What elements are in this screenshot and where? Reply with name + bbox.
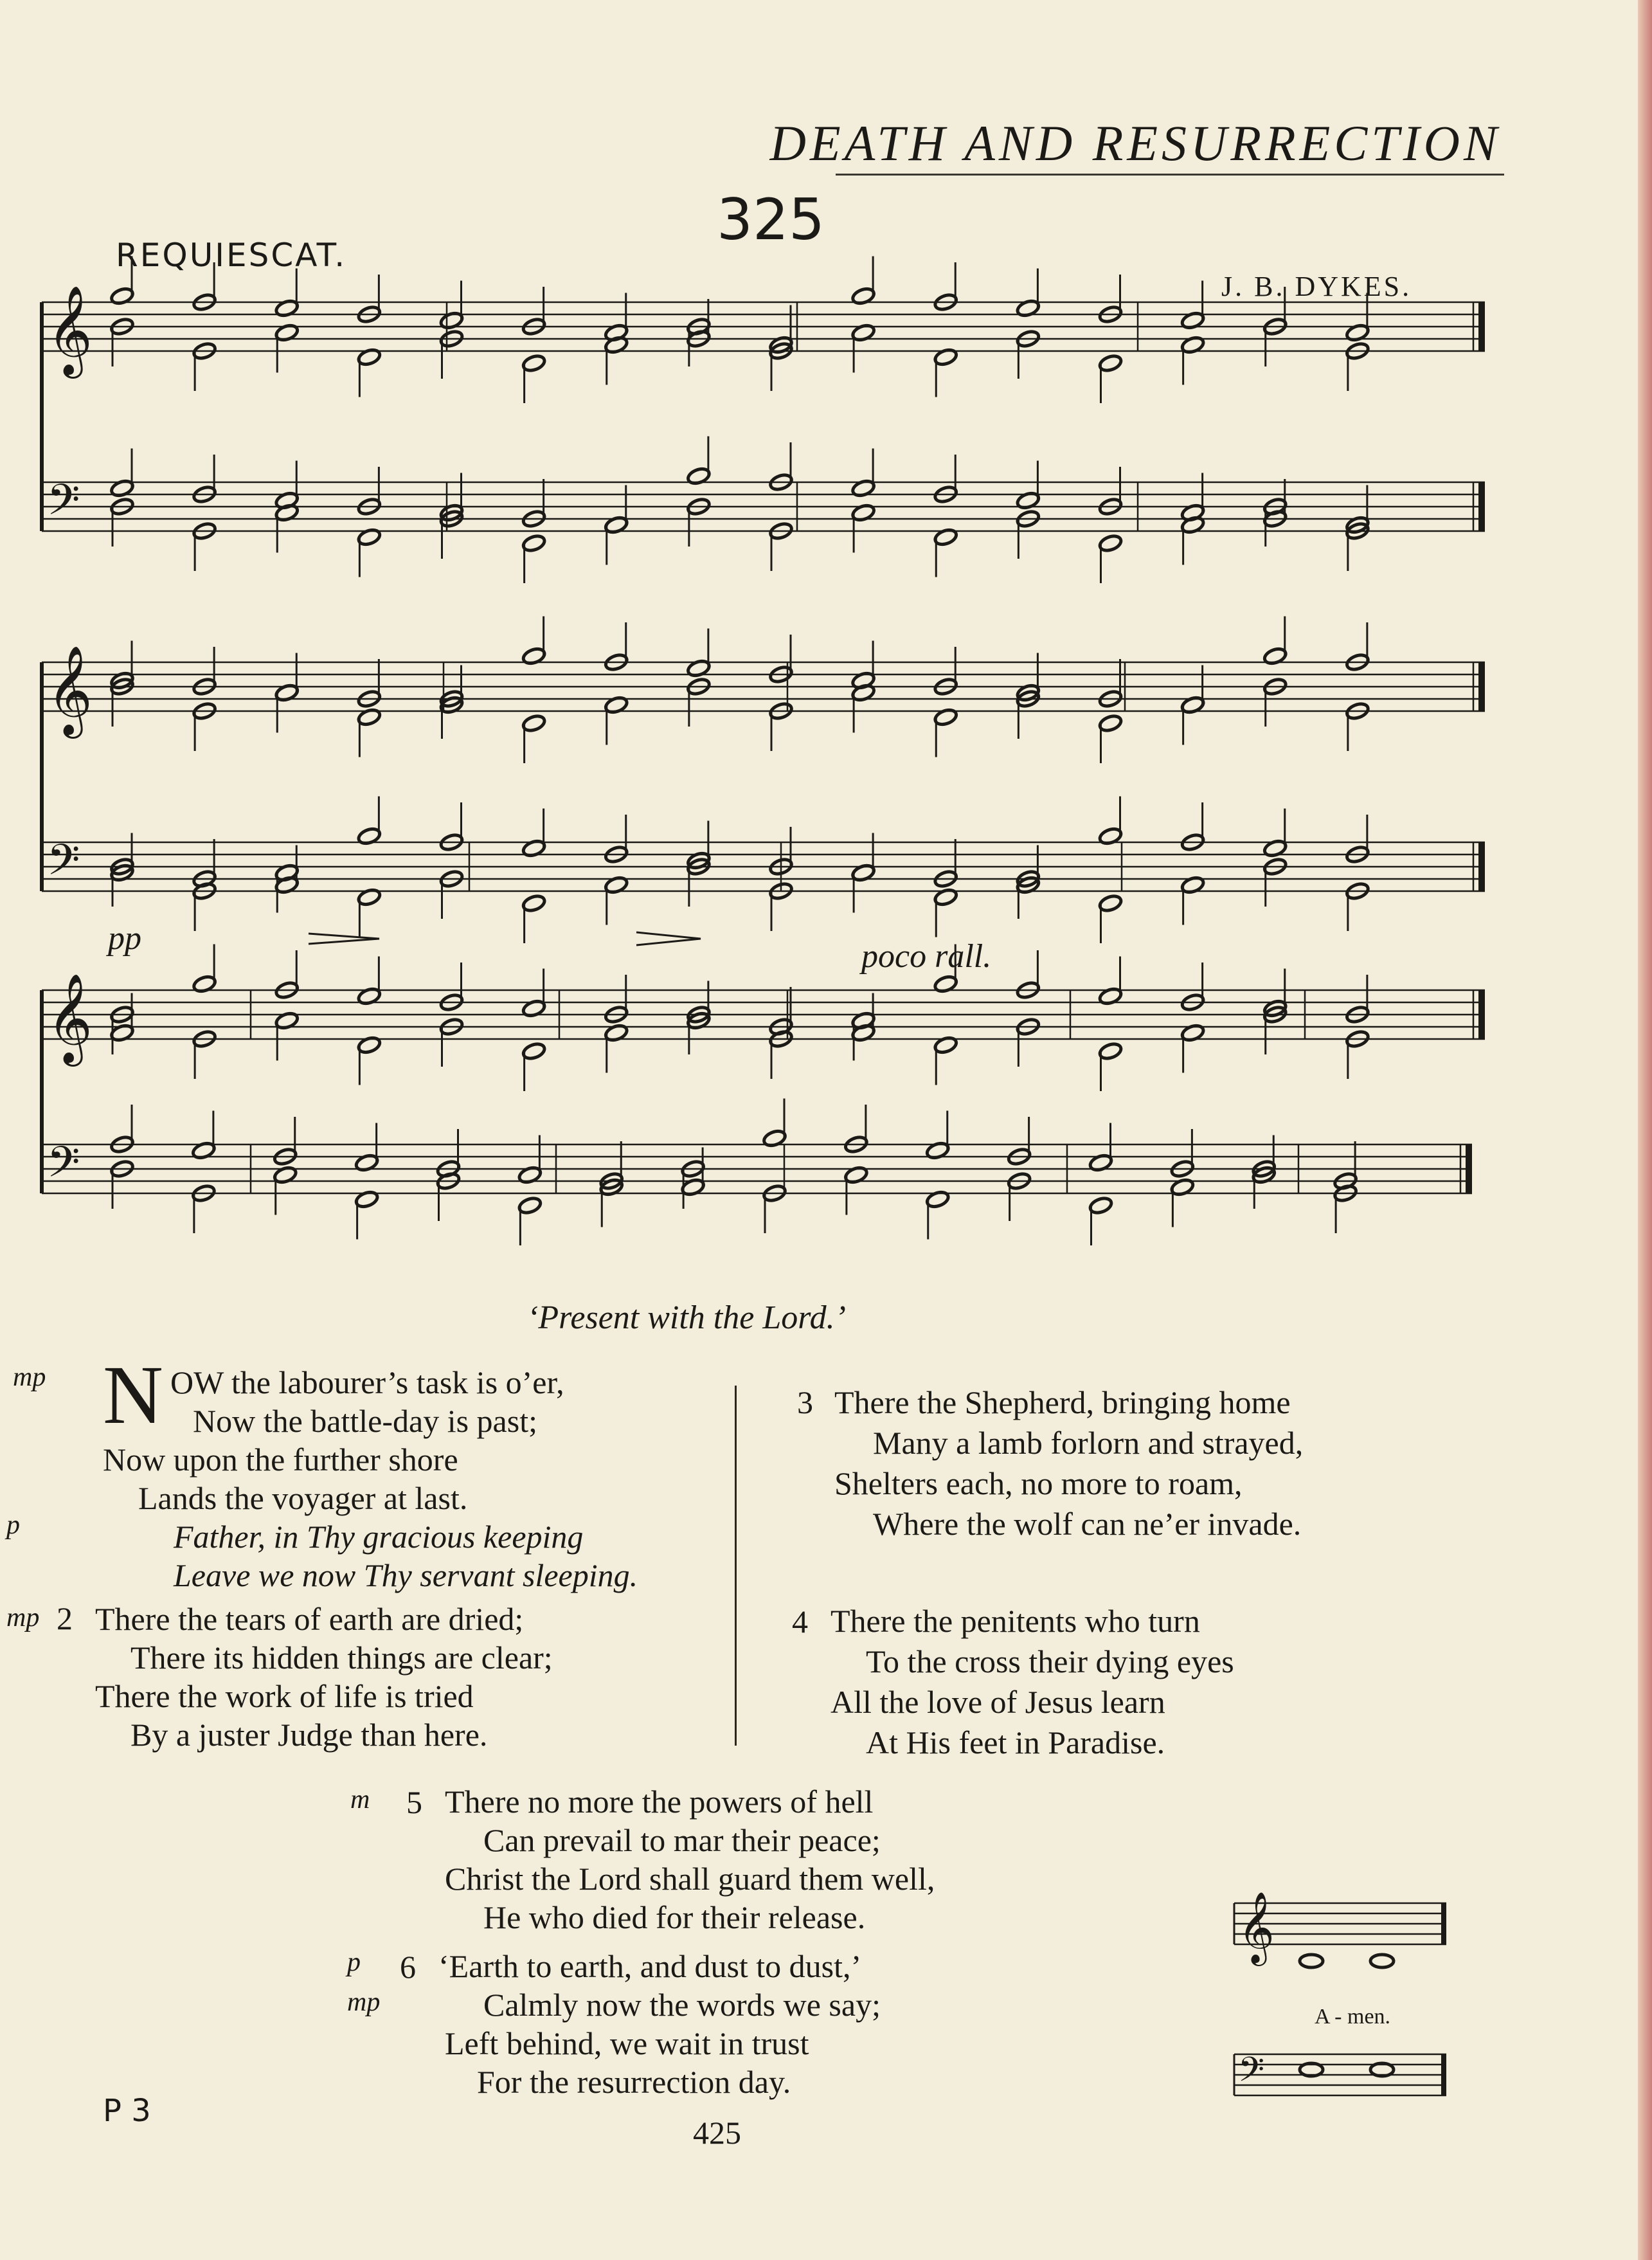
treble-clef-icon: 𝄞	[47, 973, 93, 1063]
composer: J. B. DYKES.	[1221, 271, 1412, 302]
verse-6	[438, 1947, 881, 2101]
verse-line: ‘Earth to earth, and dust to dust,’	[438, 1948, 862, 1984]
verse-line: There the work of life is tried	[95, 1678, 474, 1714]
verse-1-mark-mp: mp	[13, 1362, 46, 1392]
verse-line: Where the wolf can ne’er invade.	[873, 1506, 1302, 1542]
dynamic-poco-rall: poco rall.	[861, 938, 992, 975]
verse-6-mark-mp: mp	[347, 1987, 381, 2017]
verse-5-number: 5	[406, 1784, 422, 1820]
verse-line: There the Shepherd, bringing home	[834, 1384, 1291, 1420]
bass-clef-icon: 𝄢	[47, 835, 80, 895]
verse-line: There the penitents who turn	[830, 1603, 1200, 1639]
verse-line: Left behind, we wait in trust	[445, 2025, 809, 2061]
treble-clef-icon: 𝄞	[47, 646, 93, 735]
verse-line: Now the battle-day is past;	[193, 1403, 537, 1439]
section-title: DEATH AND RESURRECTION	[769, 115, 1501, 171]
final-bar-thick	[1478, 482, 1485, 531]
crescendo-hairpin	[309, 934, 379, 944]
page-number: 425	[693, 2115, 741, 2151]
verse-2-number: 2	[57, 1600, 73, 1636]
verse-line: Can prevail to mar their peace;	[483, 1822, 881, 1858]
verse-line: At His feet in Paradise.	[866, 1724, 1165, 1760]
verse-line: Many a lamb forlorn and strayed,	[873, 1425, 1304, 1461]
final-bar-thick	[1478, 662, 1485, 711]
verse-1	[103, 1363, 638, 1595]
verse-line: There the tears of earth are dried;	[95, 1601, 524, 1637]
verse-line: Calmly now the words we say;	[483, 1987, 881, 2023]
verse-line: There its hidden things are clear;	[130, 1640, 553, 1676]
verse-line: OW the labourer’s task is o’er,	[170, 1364, 564, 1400]
verse-line: By a juster Judge than here.	[130, 1717, 488, 1753]
tune-name: REQUIESCAT.	[116, 237, 347, 274]
bass-clef-icon: 𝄢	[47, 475, 80, 535]
column-divider	[735, 1386, 737, 1746]
amen-label: A - men.	[1315, 2005, 1391, 2029]
verse-line: He who died for their release.	[483, 1899, 866, 1935]
treble-clef-icon: 𝄞	[1238, 1891, 1275, 1963]
hymn-number: 325	[717, 186, 825, 253]
verse-2	[95, 1600, 553, 1754]
verse-line: All the love of Jesus learn	[830, 1684, 1165, 1720]
verse-3	[834, 1382, 1303, 1544]
printer-signature: P 3	[103, 2093, 151, 2129]
amen-note-head	[1370, 1955, 1394, 1967]
verse-6-number: 6	[400, 1949, 416, 1985]
verse-line: Lands the voyager at last.	[138, 1480, 468, 1516]
verse-line: Now upon the further shore	[103, 1442, 458, 1478]
amen-note-head	[1300, 1955, 1323, 1967]
dynamic-pp: pp	[108, 920, 141, 957]
amen-final-bar	[1441, 1903, 1446, 1944]
decrescendo-hairpin	[636, 932, 701, 945]
final-bar-thick	[1478, 990, 1485, 1039]
verse-5	[445, 1782, 935, 1937]
final-bar-thick	[1478, 842, 1485, 891]
verse-2-mark-mp: mp	[6, 1603, 40, 1632]
hymn-subtitle: ‘Present with the Lord.’	[527, 1299, 846, 1336]
bass-clef-icon: 𝄢	[1238, 2050, 1265, 2098]
verse-line: Christ the Lord shall guard them well,	[445, 1861, 935, 1897]
verse-1-dropcap: N	[103, 1349, 163, 1442]
final-bar-thick	[1478, 302, 1485, 351]
bass-clef-icon: 𝄢	[47, 1137, 80, 1197]
refrain-line: Father, in Thy gracious keeping	[174, 1519, 584, 1555]
verse-line: For the resurrection day.	[477, 2064, 791, 2100]
final-bar-thick	[1466, 1144, 1472, 1193]
verse-line: To the cross their dying eyes	[866, 1643, 1234, 1679]
treble-clef-icon: 𝄞	[47, 285, 93, 375]
amen-final-bar	[1441, 2054, 1446, 2095]
verse-1-mark-p: p	[6, 1510, 20, 1540]
verse-5-mark-m: m	[350, 1785, 370, 1814]
verse-line: There no more the powers of hell	[445, 1784, 874, 1820]
refrain-line: Leave we now Thy servant sleeping.	[174, 1557, 638, 1593]
verse-6-mark-p: p	[347, 1948, 361, 1977]
verse-3-number: 3	[797, 1384, 813, 1420]
verse-line: Shelters each, no more to roam,	[834, 1465, 1243, 1501]
verse-4	[830, 1601, 1234, 1763]
verse-4-number: 4	[792, 1604, 808, 1640]
